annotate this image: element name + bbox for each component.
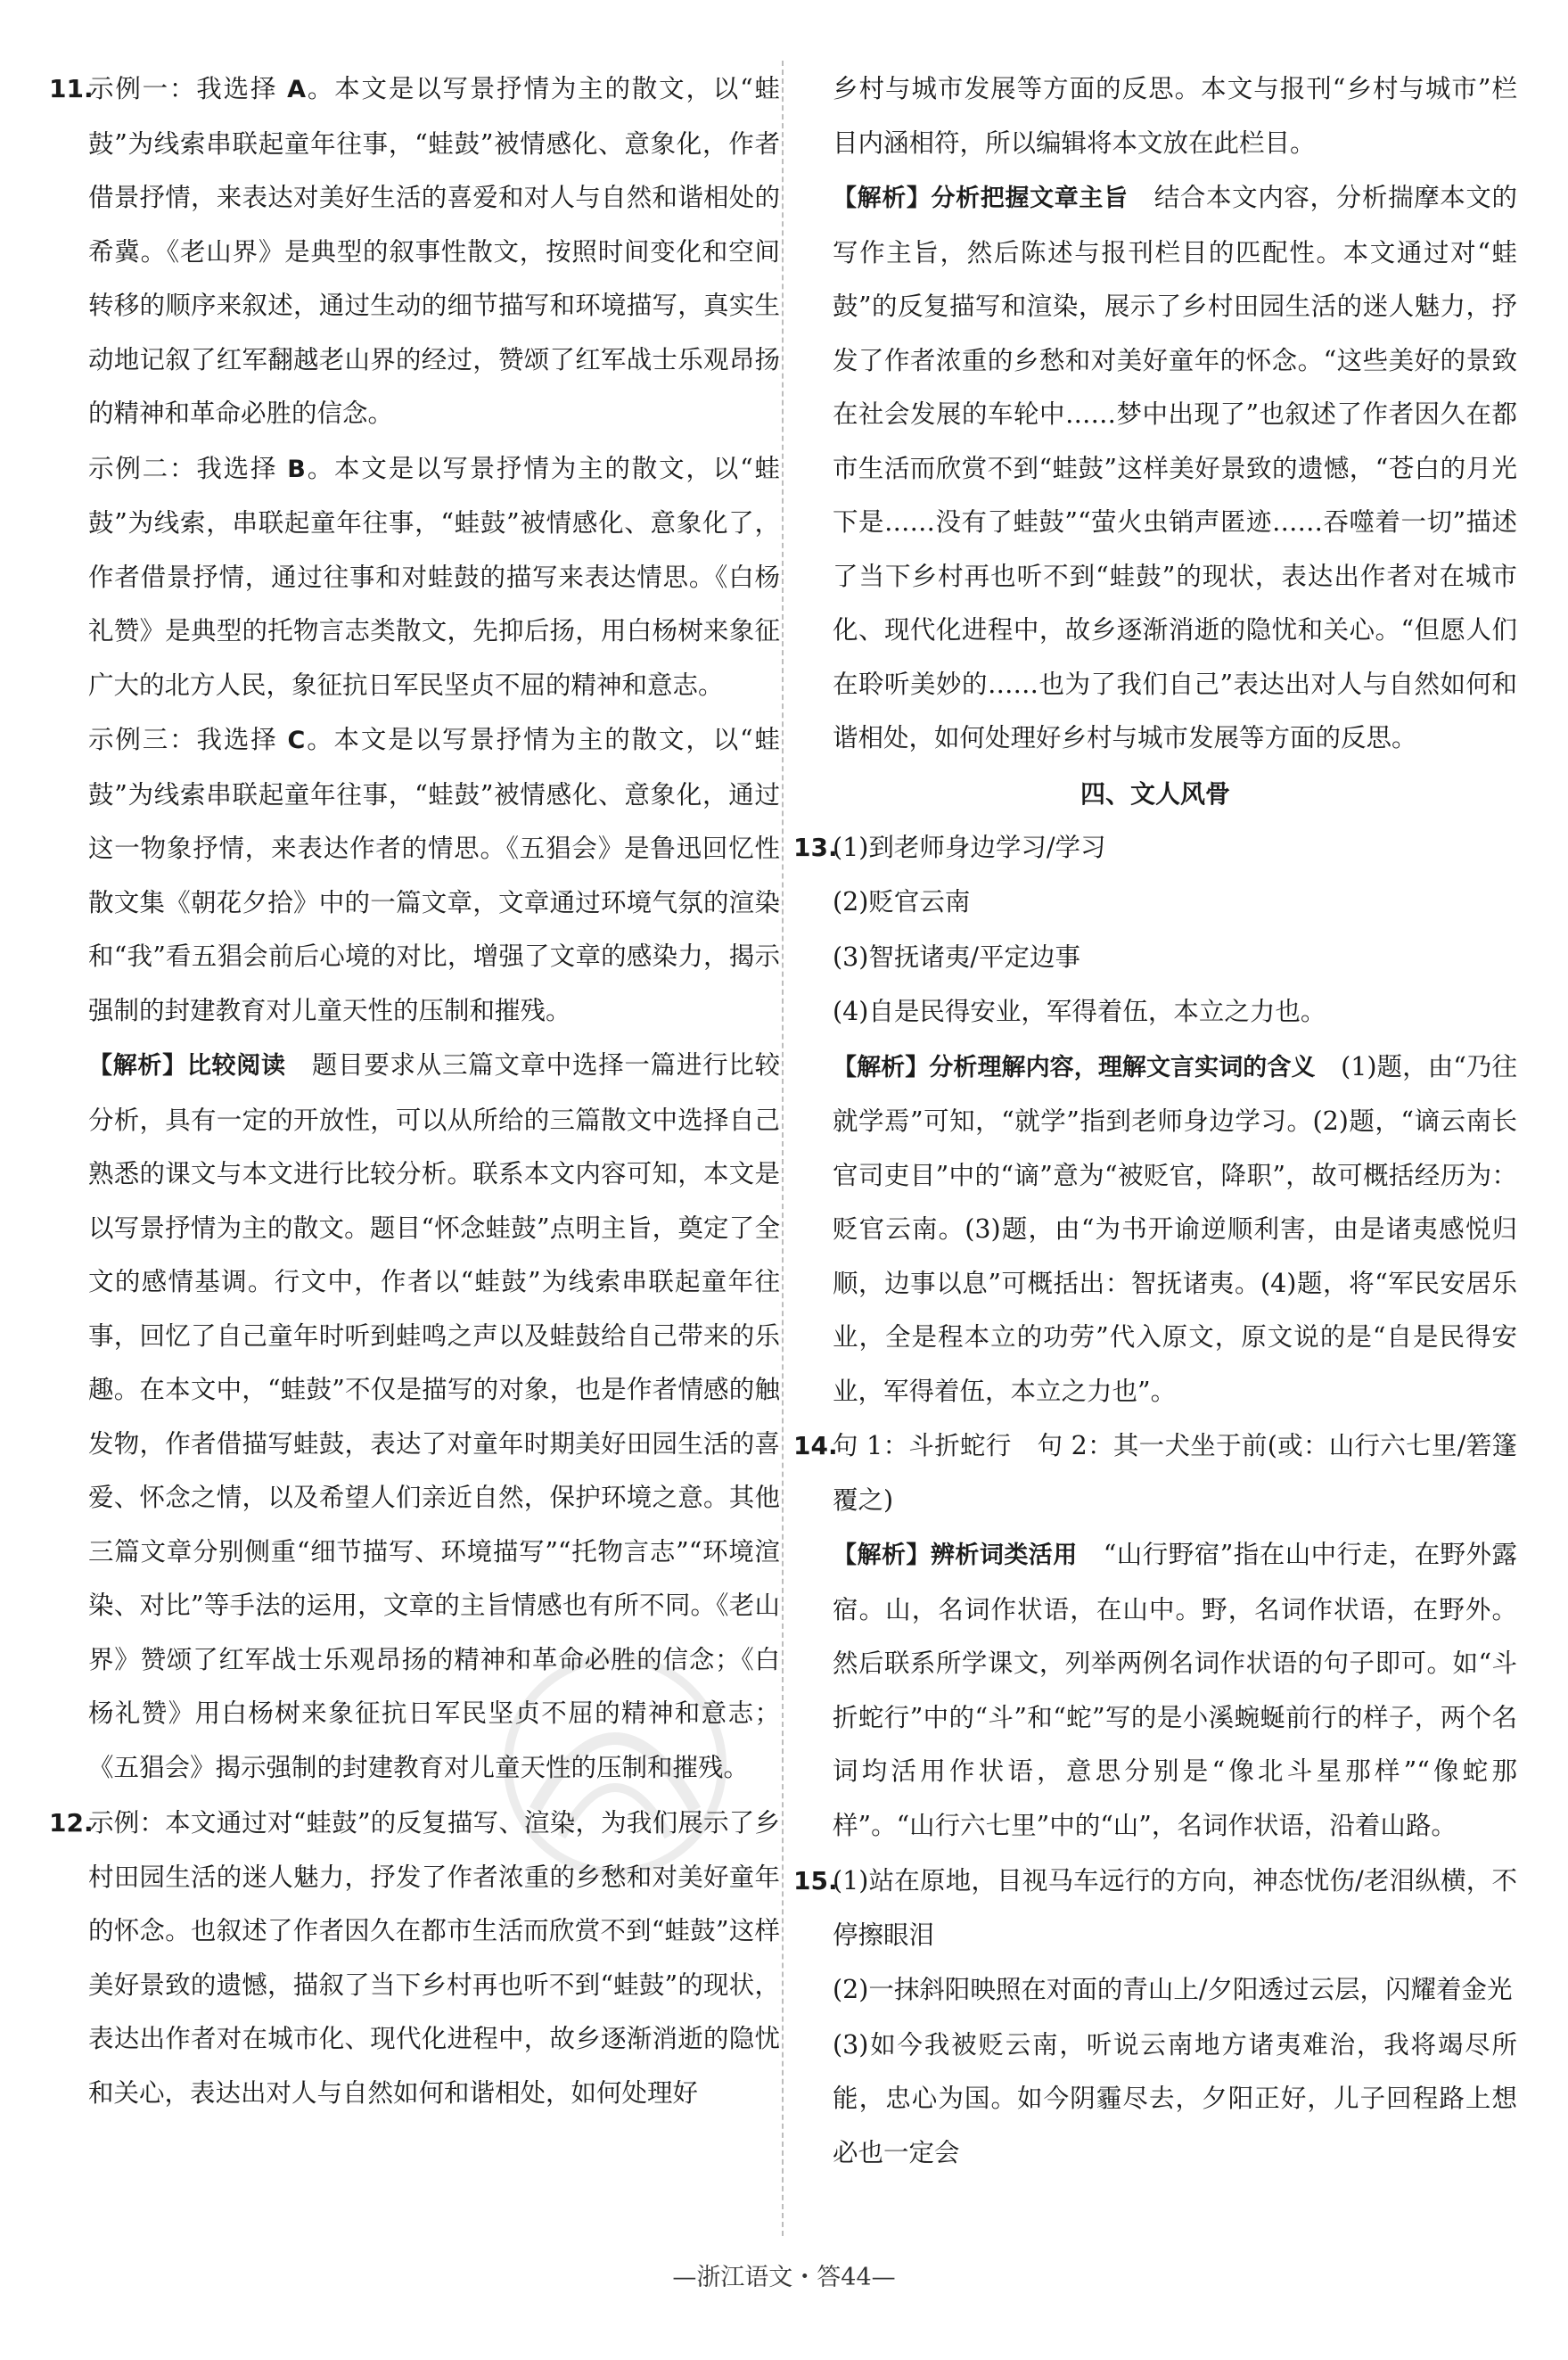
- q11-analysis: 【解析】比较阅读 题目要求从三篇文章中选择一篇进行比较分析，具有一定的开放性，可以从所给的三篇散文中选择自己熟悉的课文与本文进行比较分析。联系本文内容可知，本文是以写景抒情为主的散文。题目“怀念蛙鼓”点明主旨，奠定了全文的感情基调。行文中，作者以“蛙鼓”为线索串联起童年往事，回忆了自己童年时听到蛙鸣之声以及蛙鼓给自己带来的乐趣。在本文中，“蛙鼓”不仅是描写的对象，也是作者情感的触发物，作者借描写蛙鼓，表达了对童年时期美好田园生活的喜爱、怀念之情，以及希望人们亲近自然，保护环境之意。其他三篇文章分别侧重“细节描写、环境描写”“托物言志”“环境渲染、对比”等手法的运用，文章的主旨情感也有所不同。《老山界》赞颂了红军战士乐观昂扬的精神和革命必胜的信念；《白杨礼赞》用白杨树来象征抗日军民坚贞不屈的精神和意志；《五猖会》揭示强制的封建教育对儿童天性的压制和摧残。: [88, 1050, 780, 1782]
- q13-analysis: 【解析】分析理解内容，理解文言实词的含义 (1)题，由“乃往就学焉”可知，“就学”指到老师身边学习。(2)题，“谪云南长官司吏目”中的“谪”意为“被贬官，降职”，故可概括经历为：贬官云南。(3)题，由“为书开谕逆顺利害，由是诸夷感悦归顺，边事以息”可概括出：智抚诸夷。(4)题，将“军民安居乐业，全是程本立的功劳”代入原文，原文说的是“自是民得安业，军得着伍，本立之力也”。: [833, 1051, 1517, 1406]
- q13-item-4: (4)自是民得安业，军得着伍，本立之力也。: [833, 997, 1326, 1026]
- q15-number: 15.: [793, 1866, 838, 1895]
- q14-number: 14.: [793, 1431, 838, 1460]
- left-column: [49, 62, 780, 2120]
- q13-item-3: (3)智抚诸夷/平定边事: [833, 942, 1080, 972]
- q13-number: 13.: [793, 832, 838, 862]
- q14-answer: 14. 句 1：斗折蛇行 句 2：其一犬坐于前(或：山行六七里/箬篷覆之): [793, 1419, 1517, 1527]
- q13-item-1: 13. (1)到老师身边学习/学习: [793, 821, 1517, 876]
- column-divider: [782, 61, 784, 2236]
- q13-item-2: (2)贬官云南: [833, 887, 971, 917]
- q11-example3: 示例三：我选择 C。本文是以写景抒情为主的散文，以“蛙鼓”为线索串联起童年往事，“蛙鼓”被情感化、意象化，通过这一物象抒情，来表达作者的情思。《五猖会》是鲁迅回忆性散文集《朝花夕拾》中的一篇文章，文章通过环境气氛的渲染和“我”看五猖会前后心境的对比，增强了文章的感染力，揭示强制的封建教育对儿童天性的压制和摧残。: [88, 725, 780, 1025]
- analysis-tag: 【解析】分析理解内容，理解文言实词的含义: [833, 1053, 1316, 1081]
- q14-analysis: 【解析】辨析词类活用 “山行野宿”指在山中行走，在野外露宿。山，名词作状语，在山中。野，名词作状语，在野外。然后联系所学课文，列举两例名词作状语的句子即可。如“斗折蛇行”中的“斗”和“蛇”写的是小溪蜿蜒前行的样子，两个名词均活用作状语，意思分别是“像北斗星那样”“像蛇那样”。“山行六七里”中的“山”，名词作状语，沿着山路。: [833, 1540, 1517, 1840]
- q12-answer-continued: 乡村与城市发展等方面的反思。本文与报刊“乡村与城市”栏目内涵相符，所以编辑将本文放在此栏目。: [833, 74, 1517, 158]
- q12-answer: 12. 示例：本文通过对“蛙鼓”的反复描写、渲染，为我们展示了乡村田园生活的迷人魅力，抒发了作者浓重的乡愁和对美好童年的怀念。也叙述了作者因久在都市生活而欣赏不到“蛙鼓”这样美好景致的遗憾，描叙了当下乡村再也听不到“蛙鼓”的现状，表达出作者对在城市化、现代化进程中，故乡逐渐消逝的隐忧和关心，表达出对人与自然如何和谐相处，如何处理好: [49, 1797, 780, 2120]
- q12-number: 12.: [49, 1808, 94, 1838]
- q15-item-1: 15. (1)站在原地，目视马车远行的方向，神态忧伤/老泪纵横，不停擦眼泪: [793, 1854, 1517, 1962]
- section-title: 四、文人风骨: [1080, 778, 1230, 809]
- analysis-tag: 【解析】辨析词类活用: [833, 1542, 1078, 1569]
- q11-number: 11.: [49, 74, 94, 103]
- analysis-tag: 【解析】分析把握文章主旨: [833, 185, 1129, 212]
- q11-example1: 11. 示例一：我选择 A。本文是以写景抒情为主的散文，以“蛙鼓”为线索串联起童年往事，“蛙鼓”被情感化、意象化，作者借景抒情，来表达对美好生活的喜爱和对人与自然和谐相处的希冀。《老山界》是典型的叙事性散文，按照时间变化和空间转移的顺序来叙述，通过生动的细节描写和环境描写，真实生动地记叙了红军翻越老山界的经过，赞颂了红军战士乐观昂扬的精神和革命必胜的信念。: [49, 62, 780, 441]
- right-column: [793, 62, 1517, 2180]
- q11-example2: 示例二：我选择 B。本文是以写景抒情为主的散文，以“蛙鼓”为线索，串联起童年往事，“蛙鼓”被情感化、意象化了，作者借景抒情，通过往事和对蛙鼓的描写来表达情思。《白杨礼赞》是典型的托物言志类散文，先抑后扬，用白杨树来象征广大的北方人民，象征抗日军民坚贞不屈的精神和意志。: [88, 453, 780, 700]
- q15-item-2: (2)一抹斜阳映照在对面的青山上/夕阳透过云层，闪耀着金光: [833, 1975, 1513, 2004]
- q12-analysis: 【解析】分析把握文章主旨 结合本文内容，分析揣摩本文的写作主旨，然后陈述与报刊栏目的匹配性。本文通过对“蛙鼓”的反复描写和渲染，展示了乡村田园生活的迷人魅力，抒发了作者浓重的乡愁和对美好童年的怀念。“这些美好的景致在社会发展的车轮中……梦中出现了”也叙述了作者因久在都市生活而欣赏不到“蛙鼓”这样美好景致的遗憾，“苍白的月光下是……没有了蛙鼓”“萤火虫销声匿迹……吞噬着一切”描述了当下乡村再也听不到“蛙鼓”的现状，表达出作者对在城市化、现代化进程中，故乡逐渐消逝的隐忧和关心。“但愿人们在聆听美妙的……也为了我们自己”表达出对人与自然如何和谐相处，如何处理好乡村与城市发展等方面的反思。: [833, 183, 1517, 752]
- page-footer: —浙江语文・答44—: [672, 2264, 896, 2291]
- q15-item-3: (3)如今我被贬云南，听说云南地方诸夷难治，我将竭尽所能，忠心为国。如今阴霾尽去，夕阳正好，儿子回程路上想必也一定会: [833, 2029, 1517, 2167]
- analysis-tag: 【解析】比较阅读: [88, 1052, 286, 1080]
